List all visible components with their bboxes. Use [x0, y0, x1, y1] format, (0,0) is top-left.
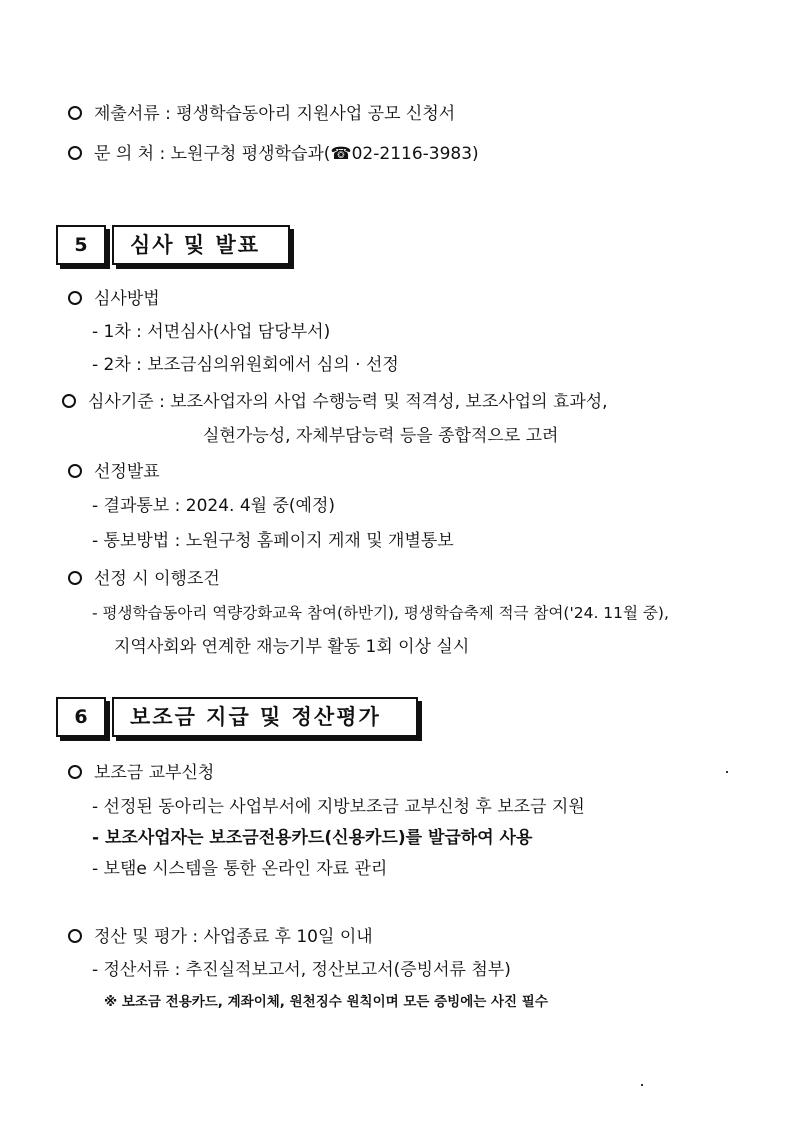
settle-heading	[68, 925, 373, 949]
circle-bullet-icon	[68, 571, 82, 585]
announce-item-1: - 결과통보 : 2024. 4월 중(예정)	[92, 496, 336, 516]
method-item-2: - 2차 : 보조금심의위원회에서 심의 · 선정	[92, 355, 399, 375]
scan-speck	[641, 1084, 643, 1086]
section-6-number: 6	[56, 697, 106, 737]
conditions-line-2: 지역사회와 연계한 재능기부 활동 1회 이상 실시	[114, 637, 470, 657]
criteria-text-1: 심사기준 : 보조사업자의 사업 수행능력 및 적격성, 보조사업의 효과성,	[88, 392, 608, 412]
announce-item-2: - 통보방법 : 노원구청 홈페이지 게재 및 개별통보	[92, 531, 454, 551]
method-heading	[68, 287, 160, 311]
conditions-heading	[68, 567, 220, 591]
circle-bullet-icon	[68, 464, 82, 478]
apply-item-3: - 보탬e 시스템을 통한 온라인 자료 관리	[92, 859, 388, 879]
announce-heading	[68, 460, 160, 484]
scan-speck	[726, 771, 728, 773]
circle-bullet-icon	[68, 291, 82, 305]
settle-item: - 정산서류 : 추진실적보고서, 정산보고서(증빙서류 첨부)	[92, 960, 511, 980]
circle-bullet-icon	[68, 146, 82, 160]
announce-heading-text: 선정발표	[94, 462, 160, 482]
apply-heading-text: 보조금 교부신청	[94, 763, 215, 783]
method-heading-text: 심사방법	[94, 289, 160, 309]
conditions-heading-text: 선정 시 이행조건	[94, 569, 220, 589]
circle-bullet-icon	[68, 929, 82, 943]
criteria-line-1	[62, 390, 608, 414]
apply-item-1: - 선정된 동아리는 사업부서에 지방보조금 교부신청 후 보조금 지원	[92, 797, 585, 817]
inquiry-text: 문 의 처 : 노원구청 평생학습과(☎02-2116-3983)	[94, 144, 479, 164]
apply-heading	[68, 761, 214, 785]
settle-heading-text: 정산 및 평가 : 사업종료 후 10일 이내	[94, 927, 373, 947]
inquiry-line	[68, 142, 479, 166]
section-6-title: 보조금 지급 및 정산평가	[112, 697, 418, 737]
docs-text: 제출서류 : 평생학습동아리 지원사업 공모 신청서	[94, 104, 456, 124]
apply-item-2: - 보조사업자는 보조금전용카드(신용카드)를 발급하여 사용	[92, 828, 533, 848]
conditions-line-1: - 평생학습동아리 역량강화교육 참여(하반기), 평생학습축제 적극 참여('24. 11월 중),	[92, 604, 669, 622]
circle-bullet-icon	[62, 394, 76, 408]
circle-bullet-icon	[68, 765, 82, 779]
section-5-title: 심사 및 발표	[112, 225, 290, 265]
section-5-number: 5	[56, 225, 106, 265]
docs-line	[68, 102, 455, 126]
method-item-1: - 1차 : 서면심사(사업 담당부서)	[92, 322, 331, 342]
circle-bullet-icon	[68, 106, 82, 120]
criteria-line-2: 실현가능성, 자체부담능력 등을 종합적으로 고려	[203, 426, 559, 446]
note-text: ※ 보조금 전용카드, 계좌이체, 원천징수 원칙이며 모든 증빙에는 사진 필수	[104, 994, 548, 1010]
